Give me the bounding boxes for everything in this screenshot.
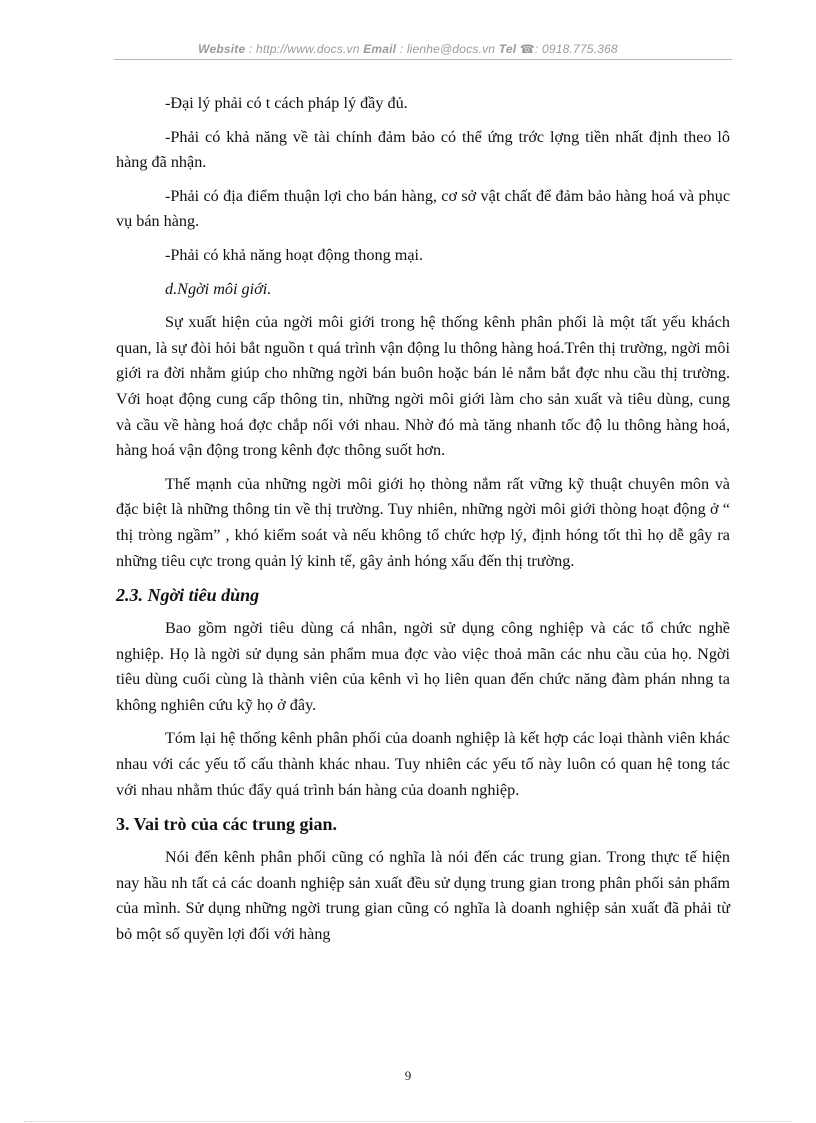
page-header [0,42,816,56]
body-paragraph: -Phải có địa điểm thuận lợi cho bán hàng, cơ sở vật chất để đảm bảo hàng hoá và phục vụ bán hàng. [116,186,730,231]
section-heading-2-3: 2.3. Ngời tiêu dùng [116,585,260,606]
body-paragraph: Sự xuất hiện của ngời môi giới trong hệ thống kênh phân phối là một tất yếu khách quan, là sự đòi hỏi bắt nguồn t quá trình vận động lu thông hàng hoá.Trên thị trường, ngời môi giới ra đời nhằm giúp cho những ngời bán buôn hoặc bán lẻ nắm bắt đợc nhu cầu thị trường. Với hoạt động cung cấp thông tin, những ngời môi giới làm cho sản xuất và tiêu dùng, cung và cầu về hàng hoá đợc chắp nối với nhau. Nhờ đó mà tăng nhanh tốc độ lu thông hàng hoá, hàng hoá vận động trong kênh đợc thông suốt hơn. [116,313,730,460]
document-body [116,91,730,956]
body-paragraph: -Phải có khả năng về tài chính đảm bảo có thể ứng trớc lợng tiền nhất định theo lô hàng đã nhận. [116,127,730,172]
body-paragraph: Nói đến kênh phân phối cũng có nghĩa là nói đến các trung gian. Trong thực tế hiện nay hầu nh tất cả các doanh nghiệp sản xuất đều sử dụng trung gian trong phân phối sản phẩm của mình. Sử dụng những ngời trung gian cũng có nghĩa là doanh nghiệp sản xuất đã phải từ bỏ một số quyền lợi đối với hàng [116,848,730,944]
email-value: : lienhe@docs.vn [399,42,496,56]
body-paragraph: Bao gồm ngời tiêu dùng cá nhân, ngời sử dụng công nghiệp và các tổ chức nghề nghiệp. Họ là ngời sử dụng sản phẩm mua đợc vào việc thoả mãn các nhu cầu của họ. Ngời tiêu dùng cuối cùng là thành viên của kênh vì họ liên quan đến chức năng đàm phán nhng ta không nghiên cứu kỹ họ ở đây. [116,619,730,714]
subsection-heading-d: d.Ngời môi giới. [165,279,272,298]
body-paragraph: -Đại lý phải có t cách pháp lý đầy đủ. [165,94,408,112]
page-number: 9 [404,1068,412,1083]
website-value: : http://www.docs.vn [248,42,360,56]
body-paragraph: Tóm lại hệ thống kênh phân phối của doanh nghiệp là kết hợp các loại thành viên khác nhau với các yếu tố cấu thành khác nhau. Tuy nhiên các yếu tố này luôn có quan hệ tong tác với nhau nhằm thúc đẩy quá trình bán hàng của doanh nghiệp. [116,729,730,799]
section-heading-3: 3. Vai trò của các trung gian. [116,814,338,835]
tel-label: Tel [498,42,517,56]
body-paragraph: -Phải có khả năng hoạt động thong mại. [165,245,424,264]
tel-value: ☎: 0918.775.368 [519,42,618,56]
header-divider [114,59,732,60]
footer-divider [24,1121,792,1122]
website-label: Website [198,42,246,56]
email-label: Email [363,42,397,56]
body-paragraph: Thế mạnh của những ngời môi giới họ thòng nắm rất vững kỹ thuật chuyên môn và đặc biệt là những thông tin về thị trường. Tuy nhiên, những ngời môi giới thòng hoạt động ở “ thị tròng ngầm” , khó kiểm soát và nếu không tổ chức hợp lý, định hóng tốt thì họ dễ gây ra những tiêu cực trong quản lý kinh tế, gây ảnh hóng xấu đến thị trường. [116,474,730,570]
